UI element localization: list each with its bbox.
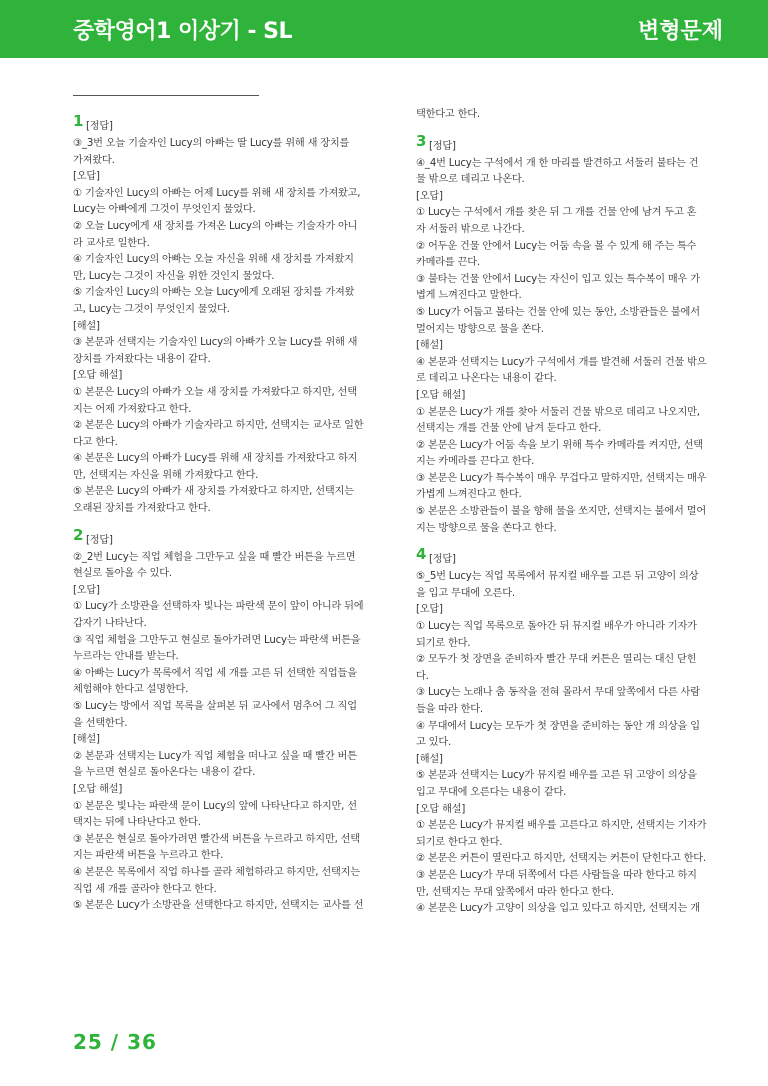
explanation-line: ④ 본문은 목록에서 직업 하나를 골라 체험하라고 하지만, 선택지는 [73, 866, 360, 878]
explanation-line: 지는 카메라를 끈다고 한다. [416, 456, 535, 468]
explanation-line: ④ 아빠는 Lucy가 목록에서 직업 세 개를 고른 뒤 선택한 직업들을 [73, 667, 357, 679]
explanation-line: 지는 방향으로 물을 쏜다고 한다. [416, 522, 557, 534]
explanation-line: 로 데리고 나온다는 내용이 같다. [416, 373, 557, 385]
explanation-line: 을 입고 무대에 오른다. [416, 587, 515, 599]
explanation-line: [오답] [416, 604, 443, 616]
explanation-line: 택지는 뒤에 나타난다고 한다. [73, 817, 201, 829]
explanation-line: ③ Lucy는 노래나 춤 동작을 전혀 몰라서 무대 앞쪽에서 다른 사람 [416, 687, 700, 699]
answer-label: [정답] [429, 140, 456, 152]
explanation-line: [해설] [73, 320, 100, 332]
explanation-line: ① 본문은 빛나는 파란색 문이 Lucy의 앞에 나타난다고 하지만, 선 [73, 800, 357, 812]
explanation-line: ⑤ Lucy가 어둡고 불타는 건물 안에 있는 동안, 소방관들은 불에서 [416, 306, 700, 318]
explanation-line: [오답 해설] [416, 803, 466, 815]
explanation-line: [오답 해설] [73, 783, 123, 795]
explanation-line: ① Lucy는 직업 목록으로 돌아간 뒤 뮤지컬 배우가 아니라 기자가 [416, 621, 697, 633]
explanation-line: 갑자기 나타난다. [73, 618, 147, 630]
divider-rule [73, 95, 259, 96]
explanation-line: 오래된 장치를 가져왔다고 한다. [73, 503, 211, 515]
explanation-line: ① Lucy는 구석에서 개를 찾은 뒤 그 개를 건물 안에 남겨 두고 혼 [416, 207, 697, 219]
continued-line: 택한다고 한다. [416, 109, 480, 120]
explanation-line: ③ 불타는 건물 안에서 Lucy는 자신이 입고 있는 특수복이 매우 가 [416, 273, 700, 285]
right-column [416, 107, 732, 918]
explanation-line: [오답] [416, 190, 443, 202]
explanation-line: [해설] [73, 734, 100, 746]
explanation-line: ② 모두가 첫 장면을 준비하자 빨간 무대 커튼은 열리는 대신 닫힌 [416, 654, 697, 666]
explanation-line: ④ 본문은 Lucy의 아빠가 Lucy를 위해 새 장치를 가져왔다고 하지 [73, 453, 358, 465]
explanation-line: 자 서둘러 밖으로 나간다. [416, 223, 525, 235]
explanation-line: 을 선택한다. [73, 717, 128, 729]
explanation-line: 다고 한다. [73, 436, 118, 448]
explanation-line: ⑤ 본문과 선택지는 Lucy가 뮤지컬 배우를 고른 뒤 고양이 의상을 [416, 770, 697, 782]
section-title: 변형문제 [637, 19, 723, 44]
question-number: 1 [73, 112, 84, 130]
explanation-line: ② 본문은 Lucy가 어둠 속을 보기 위해 특수 카메라를 켜지만, 선택 [416, 439, 703, 451]
explanation-line: 장치를 가져왔다는 내용이 같다. [73, 353, 211, 365]
explanation-line: ① 기술자인 Lucy의 아빠는 어제 Lucy를 위해 새 장치를 가져왔고, [73, 187, 361, 199]
page-number: 25 / 36 [73, 1030, 157, 1054]
explanation-line: ④ 본문과 선택지는 Lucy가 구석에서 개를 발견해 서둘러 건물 밖으 [416, 356, 707, 368]
explanation-line: 직업 세 개를 골라야 한다고 한다. [73, 883, 217, 895]
explanation-line: [오답 해설] [416, 389, 466, 401]
answer-label: [정답] [86, 121, 113, 132]
explanation-line: 다. [416, 670, 429, 682]
explanation-line: ③ 본문은 현실로 돌아가려면 빨간색 버튼을 누르라고 하지만, 선택 [73, 833, 360, 845]
explanation-line: 물 밖으로 데리고 나온다. [416, 174, 525, 186]
explanation-line: 지는 어제 가져왔다고 한다. [73, 403, 192, 415]
question-number: 3 [416, 131, 427, 150]
explanation-line: ⑤ 본문은 소방관들이 불을 향해 물을 쏘지만, 선택지는 불에서 멀어 [416, 506, 706, 518]
explanation-line: ⑤ 본문은 Lucy의 아빠가 새 장치를 가져왔다고 하지만, 선택지는 [73, 486, 354, 498]
question-heading [416, 130, 732, 156]
question-heading [416, 543, 732, 569]
explanation-line: ④ 기술자인 Lucy의 아빠는 오늘 자신을 위해 새 장치를 가져왔지 [73, 254, 354, 266]
explanation-line: ③ 본문은 Lucy가 특수복이 매우 무겁다고 말하지만, 선택지는 매우 [416, 472, 707, 484]
explanation-line: [해설] [416, 753, 443, 765]
explanation-line: 가볍게 느껴진다고 한다. [416, 489, 522, 501]
explanation-line: ④_4번 Lucy는 구석에서 개 한 마리를 발견하고 서둘러 불타는 건 [416, 157, 699, 169]
answer-label: [정답] [86, 534, 113, 546]
explanation-line: [오답] [73, 171, 100, 183]
explanation-line: ② 본문은 커튼이 열린다고 하지만, 선택지는 커튼이 닫힌다고 한다. [416, 853, 706, 865]
explanation-line: 되기로 한다고 한다. [416, 836, 503, 848]
explanation-line: 지는 파란색 버튼을 누르라고 한다. [73, 850, 224, 862]
question-heading [73, 110, 385, 136]
explanation-line: 만, 선택지는 무대 앞쪽에서 따라 한다고 한다. [416, 886, 614, 898]
explanation-line: [오답 해설] [73, 370, 123, 382]
explanation-line: Lucy는 아빠에게 그것이 무엇인지 물었다. [73, 204, 256, 216]
explanation-line: ② 어두운 건물 안에서 Lucy는 어둠 속을 볼 수 있게 해 주는 특수 [416, 240, 697, 252]
explanation-line: [해설] [416, 340, 443, 352]
explanation-line: ② 본문은 Lucy의 아빠가 기술자라고 하지만, 선택지는 교사로 일한 [73, 420, 364, 432]
explanation-line: ② 본문과 선택지는 Lucy가 직업 체험을 떠나고 싶을 때 빨간 버튼 [73, 750, 357, 762]
explanation-line: 라 교사로 일한다. [73, 237, 150, 249]
explanation-line: 체험해야 한다고 설명한다. [73, 684, 189, 696]
explanation-line: ⑤ 기술자인 Lucy의 아빠는 오늘 Lucy에게 오래된 장치를 가져왔 [73, 287, 355, 299]
explanation-line: 누르라는 안내를 받는다. [73, 651, 179, 663]
explanation-line: 카메라를 끈다. [416, 257, 480, 269]
explanation-line: ⑤ Lucy는 방에서 직업 목록을 살펴본 뒤 교사에서 멈추어 그 직업 [73, 701, 357, 712]
explanation-line: 현실로 돌아올 수 있다. [73, 568, 172, 580]
left-column [73, 110, 385, 915]
explanation-line: 고 있다. [416, 737, 451, 749]
explanation-line: ③ 본문은 Lucy가 무대 뒤쪽에서 다른 사람들을 따라 한다고 하지 [416, 869, 697, 881]
explanation-line: 고, Lucy는 그것이 무엇인지 물었다. [73, 303, 230, 315]
explanation-line: ⑤_5번 Lucy는 직업 목록에서 뮤지컬 배우를 고른 뒤 고양이 의상 [416, 571, 699, 583]
explanation-line: 되기로 한다. [416, 637, 471, 649]
document-title: 중학영어1 이상기 - SL [73, 19, 293, 44]
explanation-line: 만, 선택지는 자신을 위해 가져왔다고 한다. [73, 469, 259, 481]
explanation-line: ⑤ 본문은 Lucy가 소방관을 선택한다고 하지만, 선택지는 교사를 선 [73, 900, 364, 912]
explanation-line: ③ 직업 체험을 그만두고 현실로 돌아가려면 Lucy는 파란색 버튼을 [73, 634, 361, 646]
explanation-line: ① 본문은 Lucy가 개를 찾아 서둘러 건물 밖으로 데리고 나오지만, [416, 406, 700, 418]
explanation-line: ②_2번 Lucy는 직업 체험을 그만두고 싶을 때 빨간 버튼을 누르면 [73, 551, 356, 563]
explanation-line: ③_3번 오늘 기술자인 Lucy의 아빠는 딸 Lucy를 위해 새 장치를 [73, 138, 350, 149]
page-header [0, 0, 768, 58]
question-heading [73, 524, 385, 550]
explanation-line: ① 본문은 Lucy의 아빠가 오늘 새 장치를 가져왔다고 하지만, 선택 [73, 386, 357, 398]
explanation-line: 들을 따라 한다. [416, 704, 483, 715]
question-number: 2 [73, 525, 84, 544]
explanation-line: 가져왔다. [73, 154, 115, 166]
question-number: 4 [416, 545, 427, 564]
explanation-line: ④ 무대에서 Lucy는 모두가 첫 장면을 준비하는 동안 개 의상을 입 [416, 720, 700, 732]
explanation-line: 선택지는 개를 건물 안에 남겨 둔다고 한다. [416, 423, 602, 435]
explanation-line: ① 본문은 Lucy가 뮤지컬 배우를 고른다고 하지만, 선택지는 기자가 [416, 820, 707, 832]
explanation-line: 을 누르면 현실로 돌아온다는 내용이 같다. [73, 767, 256, 779]
explanation-line: ② 오늘 Lucy에게 새 장치를 가져온 Lucy의 아빠는 기술자가 아니 [73, 220, 358, 232]
explanation-line: 멀어지는 방향으로 물을 쏜다. [416, 323, 544, 335]
explanation-line: ③ 본문과 선택지는 기술자인 Lucy의 아빠가 오늘 Lucy를 위해 새 [73, 337, 358, 349]
explanation-line: 입고 무대에 오른다는 내용이 같다. [416, 786, 567, 798]
explanation-line: 볍게 느껴진다고 말한다. [416, 290, 522, 302]
answer-label: [정답] [429, 554, 456, 566]
explanation-line: ① Lucy가 소방관을 선택하자 빛나는 파란색 문이 앞이 아니라 뒤에 [73, 601, 364, 613]
explanation-line: ④ 본문은 Lucy가 고양이 의상을 입고 있다고 하지만, 선택지는 개 [416, 903, 700, 915]
explanation-line: 만, Lucy는 그것이 자신을 위한 것인지 물었다. [73, 270, 275, 282]
explanation-line: [오답] [73, 584, 100, 596]
